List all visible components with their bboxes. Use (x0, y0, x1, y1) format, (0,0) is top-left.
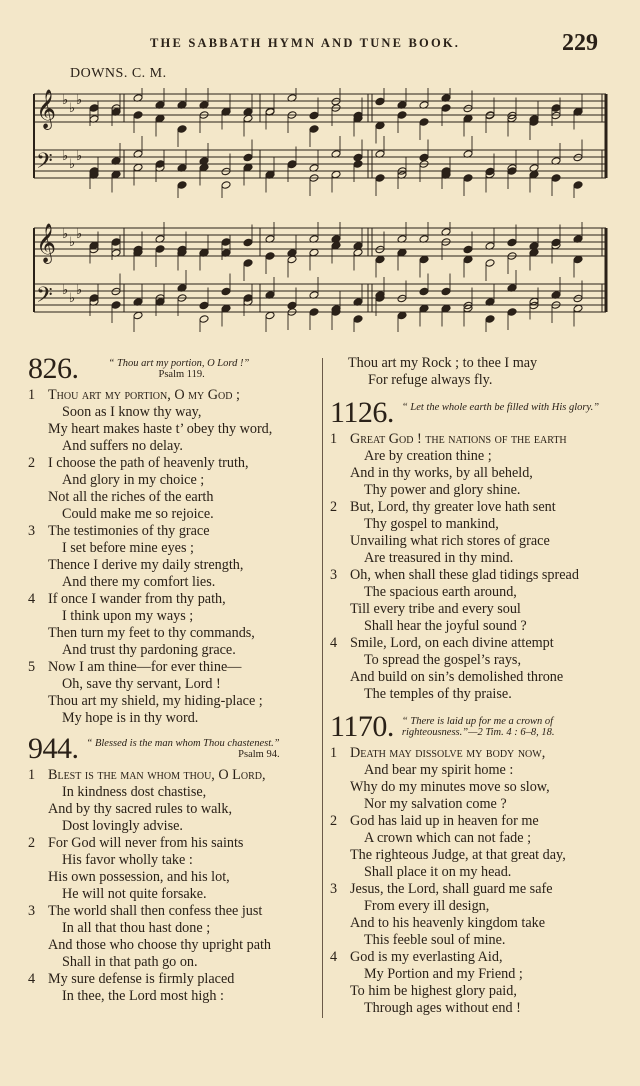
note-head (177, 181, 187, 190)
verse (28, 903, 318, 971)
verse-number: 2 (330, 813, 338, 829)
note-head (485, 259, 495, 268)
note-head (111, 301, 121, 310)
note-head (111, 170, 121, 179)
verse-line: Oh, save thy servant, Lord ! (62, 676, 221, 692)
bass-clef-icon: 𝄢 (36, 149, 53, 179)
note-head (243, 259, 253, 268)
verse-line: And trust thy pardoning grace. (62, 642, 236, 658)
verse (28, 455, 318, 523)
hymn-number: 1170. (330, 710, 394, 743)
note-head (441, 287, 451, 296)
verse-line: 3 The world shall then confess thee just (28, 903, 263, 919)
note-head (441, 104, 451, 113)
note-head (441, 304, 451, 313)
verse-line: 4 Smile, Lord, on each divine attempt (330, 635, 554, 651)
verse-number: 1 (330, 431, 338, 447)
verse-line: Soon as I know thy way, (62, 404, 202, 420)
note-head (243, 238, 253, 247)
hymn-826-header (28, 352, 318, 385)
note-head (331, 170, 341, 179)
verse (330, 567, 620, 635)
flat-icon: ♭ (76, 93, 83, 108)
verse-line: His own possession, and his lot, (48, 869, 230, 885)
hymn-826-verses (28, 387, 318, 727)
note-head (485, 315, 495, 324)
verse-line: 2 But, Lord, thy greater love hath sent (330, 499, 556, 515)
verse-line: In kindness dost chastise, (62, 784, 207, 800)
hymn-1126-verses (330, 431, 620, 703)
note-head (133, 311, 143, 320)
note-head (397, 294, 407, 303)
note-head (221, 238, 231, 247)
verse-number: 2 (28, 455, 36, 471)
verse-line: And in thy works, by all beheld, (350, 465, 533, 481)
note-head (221, 167, 231, 176)
note-head (265, 252, 275, 261)
music-system-1 (28, 88, 612, 198)
flat-icon: ♭ (62, 283, 69, 298)
note-head (463, 114, 473, 123)
verse (28, 767, 318, 835)
verse-line: Thy gospel to mankind, (364, 516, 499, 532)
column-divider (322, 358, 323, 1018)
note-head (507, 238, 517, 247)
verse-line: 2 I choose the path of heavenly truth, (28, 455, 249, 471)
verse (330, 949, 620, 1017)
verse-line: 1 Great God ! the nations of the earth (330, 431, 567, 447)
note-head (243, 163, 253, 172)
verse-line: In thee, the Lord most high : (62, 988, 224, 1004)
note-head (419, 304, 429, 313)
verse-line: 1 Blest is the man whom thou, O Lord, (28, 767, 266, 783)
note-head (353, 160, 363, 169)
verse-line: 4 My sure defense is firmly placed (28, 971, 235, 987)
verse-line: The temples of thy praise. (364, 686, 512, 702)
note-head (221, 181, 231, 190)
note-head (309, 125, 319, 134)
note-head (243, 153, 253, 162)
verse-line: My heart makes haste t’ obey thy word, (48, 421, 273, 437)
note-head (309, 111, 319, 120)
note-head (463, 104, 473, 113)
note-head (397, 248, 407, 257)
flat-icon: ♭ (76, 149, 83, 164)
verse-line: 5 Now I am thine—for ever thine— (28, 659, 242, 675)
flat-icon: ♭ (62, 149, 69, 164)
note-head (353, 248, 363, 257)
verse-line: 3 Oh, when shall these glad tidings spread (330, 567, 579, 583)
verse-number: 4 (330, 635, 338, 651)
note-head (375, 121, 385, 130)
note-head (419, 287, 429, 296)
verse (330, 499, 620, 567)
note-head (199, 163, 209, 172)
note-head (177, 125, 187, 134)
note-head (155, 160, 165, 169)
verse-line: I set before mine eyes ; (62, 540, 194, 556)
flat-icon: ♭ (69, 235, 76, 250)
verse-line: To spread the gospel’s rays, (364, 652, 522, 668)
verse-line: Why do my minutes move so slow, (350, 779, 550, 795)
verse-number: 1 (330, 745, 338, 761)
verse-line: A crown which can not fade ; (364, 830, 532, 846)
verse-line: 3 The testimonies of thy grace (28, 523, 210, 539)
hymn-944-verses (28, 767, 318, 1005)
note-head (89, 104, 99, 113)
note-head (573, 153, 583, 162)
verse-line: Dost lovingly advise. (62, 818, 183, 834)
verse-line: Through ages without end ! (364, 1000, 521, 1016)
verse-line: And there my comfort lies. (62, 574, 216, 590)
verse-line: In all that thou hast done ; (62, 920, 211, 936)
verse-line: Thou art my Rock ; to thee I may (348, 355, 538, 371)
verse-line: Shall place it on my head. (364, 864, 512, 880)
verse-number: 3 (330, 567, 338, 583)
note-head (221, 304, 231, 313)
verse-number: 5 (28, 659, 36, 675)
verse-line: 4 If once I wander from thy path, (28, 591, 226, 607)
note-head (375, 245, 385, 254)
note-head (243, 294, 253, 303)
flat-icon: ♭ (69, 101, 76, 116)
note-head (155, 114, 165, 123)
note-head (199, 315, 209, 324)
verse-number: 2 (28, 835, 36, 851)
verse-line: This feeble soul of mine. (364, 932, 506, 948)
note-head (573, 255, 583, 264)
bass-clef-icon: 𝄢 (36, 283, 53, 313)
note-head (463, 245, 473, 254)
page-number: 229 (562, 30, 598, 56)
hymn-epigraph: “ Blessed is the man whom Thou chastenest.” Psalm 94. (86, 738, 280, 760)
verse-line: Nor my salvation come ? (364, 796, 507, 812)
note-head (331, 241, 341, 250)
note-head (309, 248, 319, 257)
verse-line: His favor wholly take : (62, 852, 193, 868)
verse-number: 3 (28, 903, 36, 919)
running-title: THE SABBATH HYMN AND TUNE BOOK. (150, 36, 461, 50)
note-head (551, 174, 561, 183)
hymn-number: 1126. (330, 396, 394, 429)
right-column (330, 355, 620, 1017)
verse-line: Are treasured in thy mind. (364, 550, 514, 566)
note-head (199, 248, 209, 257)
verse-number: 1 (28, 387, 36, 403)
hymn-epigraph: “ Let the whole earth be filled with His glory.” (401, 402, 600, 413)
verse-line: Unvailing what rich stores of grace (350, 533, 550, 549)
note-head (507, 167, 517, 176)
left-column (28, 352, 318, 1005)
verse-line: 3 Jesus, the Lord, shall guard me safe (330, 881, 553, 897)
verse-number: 4 (330, 949, 338, 965)
note-head (529, 297, 539, 306)
verse (330, 431, 620, 499)
note-head (111, 287, 121, 296)
verse-line: And by thy sacred rules to walk, (48, 801, 233, 817)
verse-line: My Portion and my Friend ; (364, 966, 523, 982)
verse (28, 591, 318, 659)
flat-icon: ♭ (69, 157, 76, 172)
verse-line: He will not quite forsake. (62, 886, 207, 902)
flat-icon: ♭ (62, 93, 69, 108)
note-head (529, 170, 539, 179)
verse-number: 2 (330, 499, 338, 515)
verse (330, 813, 620, 881)
verse-line: And to his heavenly kingdom take (350, 915, 546, 931)
note-head (463, 255, 473, 264)
note-head (265, 170, 275, 179)
hymn-1126-header (330, 396, 620, 429)
note-head (419, 255, 429, 264)
note-head (133, 111, 143, 120)
note-head (375, 174, 385, 183)
note-head (573, 107, 583, 116)
verse-line: Thou art my shield, my hiding-place ; (48, 693, 263, 709)
verse-line: Thy power and glory shine. (364, 482, 521, 498)
note-head (573, 304, 583, 313)
verse-number: 3 (330, 881, 338, 897)
verse-line: And suffers no delay. (62, 438, 183, 454)
tune-name: DOWNS. C. M. (70, 66, 167, 81)
verse-line: 2 For God will never from his saints (28, 835, 244, 851)
verse-line: Then turn my feet to thy commands, (48, 625, 255, 641)
flat-icon: ♭ (62, 227, 69, 242)
hymn-epigraph: “ Thou art my portion, O Lord !” Psalm 119. (108, 358, 250, 380)
verse-line: Are by creation thine ; (364, 448, 492, 464)
flat-icon: ♭ (76, 227, 83, 242)
note-head (89, 294, 99, 303)
note-head (265, 311, 275, 320)
note-head (375, 255, 385, 264)
verse-line: And those who choose thy upright path (48, 937, 272, 953)
note-head (573, 294, 583, 303)
note-head (507, 308, 517, 317)
note-head (287, 255, 297, 264)
verse-line: And bear my spirit home : (364, 762, 514, 778)
verse (28, 659, 318, 727)
verse-number: 1 (28, 767, 36, 783)
treble-clef-icon: 𝄞 (36, 89, 57, 129)
note-head (551, 111, 561, 120)
note-head (419, 118, 429, 127)
note-head (89, 241, 99, 250)
hymn-number: 826. (28, 352, 79, 385)
verse (28, 523, 318, 591)
verse-line: Till every tribe and every soul (350, 601, 521, 617)
verse-line: 1 Death may dissolve my body now, (330, 745, 546, 761)
verse-line: For refuge always fly. (368, 372, 493, 388)
verse-line: And glory in my choice ; (62, 472, 205, 488)
flat-icon: ♭ (69, 291, 76, 306)
verse-line: 1 Thou art my portion, O my God ; (28, 387, 240, 403)
note-head (133, 163, 143, 172)
verse (330, 881, 620, 949)
verse-line: Thence I derive my daily strength, (48, 557, 244, 573)
note-head (397, 111, 407, 120)
verse-line: 2 God has laid up in heaven for me (330, 813, 539, 829)
verse-line: Could make me so rejoice. (62, 506, 214, 522)
note-head (463, 174, 473, 183)
verse-line: From every ill design, (364, 898, 490, 914)
verse-number: 4 (28, 591, 36, 607)
hymn-944-header (28, 732, 318, 765)
note-head (155, 245, 165, 254)
note-head (309, 308, 319, 317)
verse-line: The spacious earth around, (364, 584, 517, 600)
note-head (111, 238, 121, 247)
verse (330, 745, 620, 813)
note-head (243, 114, 253, 123)
note-head (397, 311, 407, 320)
verse-line: Shall hear the joyful sound ? (364, 618, 527, 634)
treble-clef-icon: 𝄞 (36, 223, 57, 263)
verse-line: To him be highest glory paid, (350, 983, 517, 999)
note-head (529, 248, 539, 257)
verse-number: 4 (28, 971, 36, 987)
note-head (221, 287, 231, 296)
hymn-number: 944. (28, 732, 79, 765)
note-head (551, 104, 561, 113)
verse-number: 3 (28, 523, 36, 539)
verse-line: And build on sin’s demolished throne (350, 669, 564, 685)
note-head (375, 97, 385, 106)
verse-line: 4 God is my everlasting Aid, (330, 949, 503, 965)
hymn-epigraph: “ There is laid up for me a crown of righteousness.”—2 Tim. 4 : 6–8, 18. (401, 716, 555, 738)
note-head (353, 315, 363, 324)
flat-icon: ♭ (76, 283, 83, 298)
verse-line: The righteous Judge, at that great day, (350, 847, 566, 863)
verse-line: Shall in that path go on. (62, 954, 198, 970)
note-head (573, 181, 583, 190)
hymn-1170-verses (330, 745, 620, 1017)
note-head (199, 301, 209, 310)
verse (28, 387, 318, 455)
hymn-1170-header (330, 710, 620, 743)
verse-line: I think upon my ways ; (62, 608, 194, 624)
music-system-2 (28, 222, 612, 332)
verse-line: Not all the riches of the earth (48, 489, 214, 505)
verse-line: My hope is in thy word. (62, 710, 199, 726)
verse (28, 835, 318, 903)
verse (330, 635, 620, 703)
verse (28, 971, 318, 1005)
